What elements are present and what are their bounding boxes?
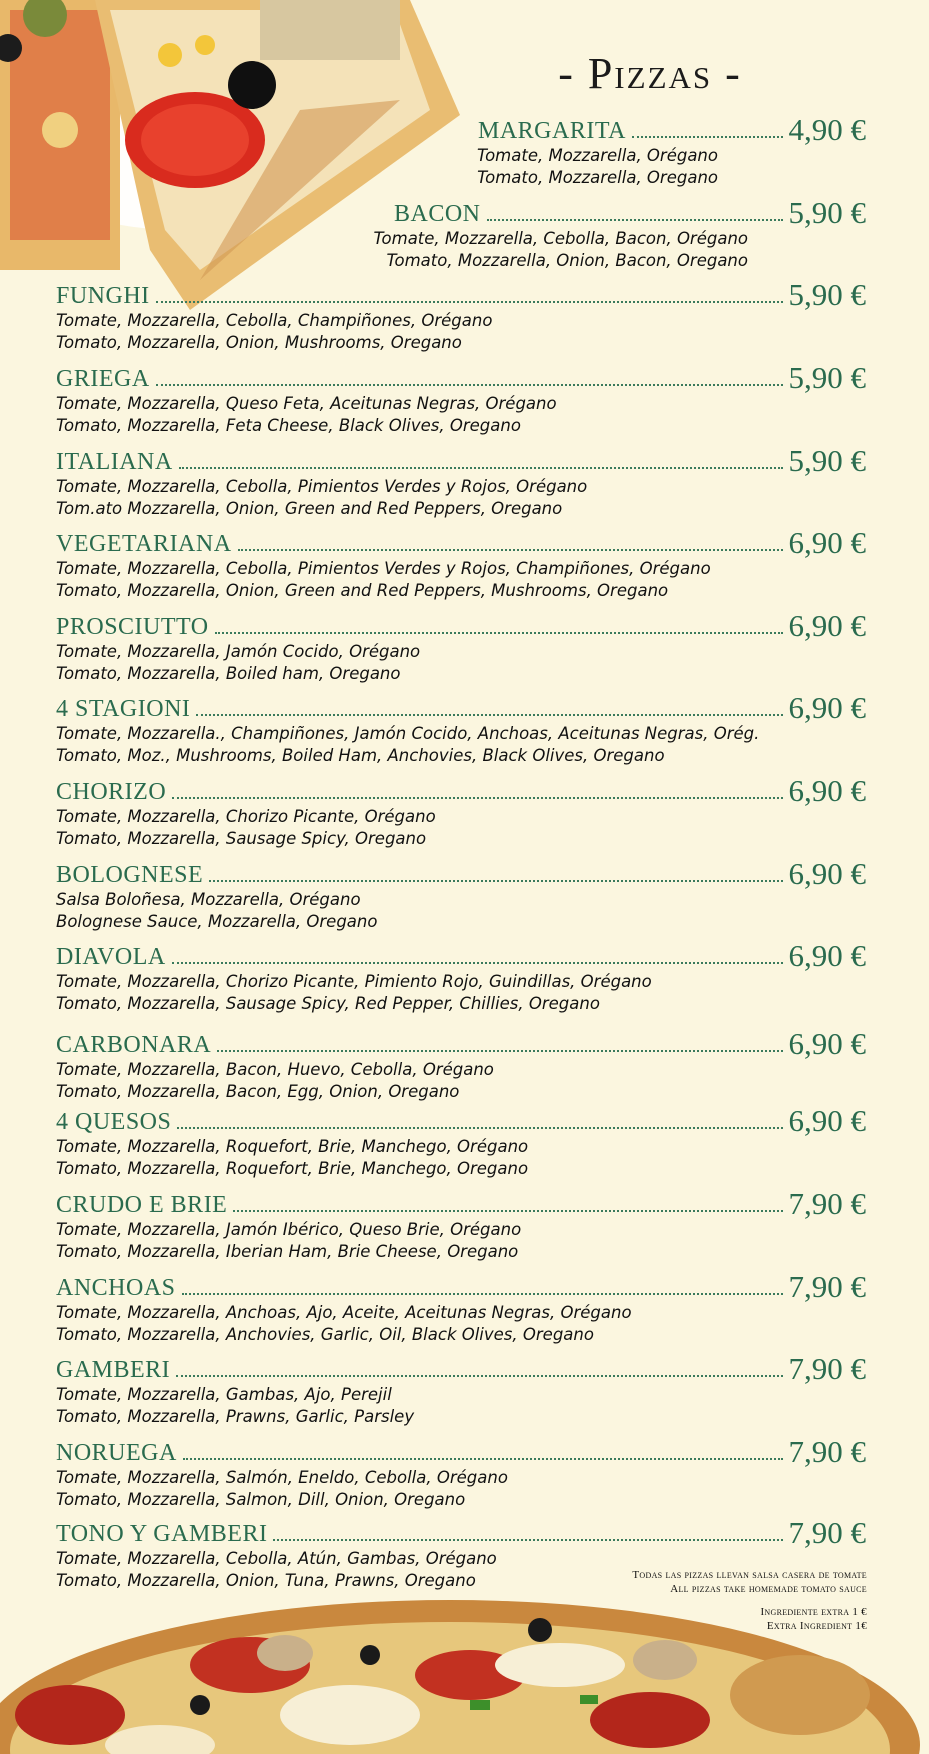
pizza-price: 7,90 € <box>788 1515 866 1550</box>
dot-leader <box>172 797 782 799</box>
pizza-price: 6,90 € <box>788 938 866 973</box>
menu-item <box>477 112 866 187</box>
pizza-name: GAMBERI <box>56 1357 171 1383</box>
pizza-price: 5,90 € <box>788 360 866 395</box>
menu-item <box>56 608 866 685</box>
sauce-note-en: All pizzas take homemade tomato sauce <box>670 1583 867 1595</box>
ingredients-english: Tomato, Mozzarella, Roquefort, Brie, Manchego, Oregano <box>56 1159 529 1178</box>
menu-item-header <box>56 1026 866 1061</box>
pizza-name: MARGARITA <box>478 118 626 144</box>
ingredients-spanish: Tomate, Mozzarella, Chorizo Picante, Orégano <box>56 807 436 826</box>
menu-item <box>56 443 866 520</box>
menu-item <box>56 277 866 354</box>
menu-item-header <box>56 525 866 560</box>
pizza-price: 6,90 € <box>788 1026 866 1061</box>
pizza-name: ANCHOAS <box>56 1275 176 1301</box>
pizza-price: 4,90 € <box>788 112 866 147</box>
menu-item <box>373 195 866 270</box>
pizza-price: 5,90 € <box>788 195 866 230</box>
pizza-name: DIAVOLA <box>56 944 166 970</box>
extra-note-en: Extra Ingredient 1€ <box>766 1620 867 1632</box>
pizza-name: VEGETARIANA <box>56 531 232 557</box>
pizza-name: CARBONARA <box>56 1032 212 1058</box>
menu-item-header <box>56 1103 866 1138</box>
menu-item-header <box>56 1351 866 1386</box>
menu-item <box>56 938 866 1015</box>
dot-leader <box>177 1127 782 1129</box>
pizza-name: 4 QUESOS <box>56 1109 172 1135</box>
pizza-price: 6,90 € <box>788 608 866 643</box>
menu-item-header <box>56 1515 866 1550</box>
dot-leader <box>487 219 783 221</box>
menu-item <box>56 1186 866 1263</box>
ingredients-english: Tomato, Mozzarella, Onion, Mushrooms, Oregano <box>56 333 462 352</box>
ingredients-block <box>477 145 718 189</box>
pizza-image <box>0 1595 929 1754</box>
pizza-name: TONO Y GAMBERI <box>56 1521 268 1547</box>
ingredients-spanish: Tomate, Mozzarella, Cebolla, Champiñones, Orégano <box>56 311 493 330</box>
menu-item <box>56 1351 866 1428</box>
menu-item-header <box>56 690 866 725</box>
ingredients-spanish: Salsa Boloñesa, Mozzarella, Orégano <box>56 890 361 909</box>
ingredients-spanish: Tomate, Mozzarella, Orégano <box>477 146 718 165</box>
menu-item-header <box>56 277 866 312</box>
menu-item <box>56 360 866 437</box>
dot-leader <box>233 1210 782 1212</box>
pizza-name: ITALIANA <box>56 449 173 475</box>
menu-item <box>56 1434 866 1511</box>
dot-leader <box>156 301 783 303</box>
ingredients-english: Tomato, Mozzarella, Onion, Tuna, Prawns, Oregano <box>56 1571 476 1590</box>
ingredients-spanish: Tomate, Mozzarella, Cebolla, Pimientos Verdes y Rojos, Champiñones, Orégano <box>56 559 711 578</box>
pizza-price: 7,90 € <box>788 1434 866 1469</box>
dot-leader <box>632 136 783 138</box>
ingredients-english: Tomato, Mozzarella, Sausage Spicy, Oregano <box>56 829 427 848</box>
sauce-note <box>632 1568 867 1596</box>
menu-item-header <box>56 608 866 643</box>
pizza-price: 5,90 € <box>788 277 866 312</box>
pizza-name: BOLOGNESE <box>56 862 204 888</box>
ingredients-english: Tomato, Mozzarella, Salmon, Dill, Onion, Oregano <box>56 1490 466 1509</box>
ingredients-english: Tomato, Mozzarella, Oregano <box>477 168 718 187</box>
menu-item-header <box>56 360 866 395</box>
dot-leader <box>273 1539 782 1541</box>
ingredients-english: Tomato, Mozzarella, Onion, Green and Red Peppers, Mushrooms, Oregano <box>56 581 669 600</box>
dot-leader <box>238 549 783 551</box>
menu-item <box>56 773 866 850</box>
pizza-name: PROSCIUTTO <box>56 614 209 640</box>
ingredients-english: Tomato, Mozzarella, Feta Cheese, Black Olives, Oregano <box>56 416 521 435</box>
menu-title: - Pizzas - <box>558 49 742 98</box>
ingredients-block <box>373 228 748 272</box>
dot-leader <box>215 632 783 634</box>
ingredients-english: Tomato, Mozzarella, Bacon, Egg, Onion, Oregano <box>56 1082 460 1101</box>
ingredients-spanish: Tomate, Mozzarella, Anchoas, Ajo, Aceite, Aceitunas Negras, Orégano <box>56 1303 632 1322</box>
ingredients-spanish: Tomate, Mozzarella, Roquefort, Brie, Manchego, Orégano <box>56 1137 529 1156</box>
pizza-name: GRIEGA <box>56 366 150 392</box>
menu-item-header <box>478 112 866 147</box>
ingredients-spanish: Tomate, Mozzarella, Bacon, Huevo, Cebolla, Orégano <box>56 1060 494 1079</box>
ingredients-spanish: Tomate, Mozzarella, Chorizo Picante, Pimiento Rojo, Guindillas, Orégano <box>56 972 652 991</box>
pizza-price: 5,90 € <box>788 443 866 478</box>
menu-item <box>56 1103 866 1180</box>
ingredients-spanish: Tomate, Mozzarella, Gambas, Ajo, Perejil <box>56 1385 392 1404</box>
ingredients-english: Tom.ato Mozzarella, Onion, Green and Red Peppers, Oregano <box>56 499 563 518</box>
ingredients-english: Tomato, Mozzarella, Anchovies, Garlic, Oil, Black Olives, Oregano <box>56 1325 594 1344</box>
ingredients-spanish: Tomate, Mozzarella, Jamón Cocido, Orégano <box>56 642 421 661</box>
menu-item-header <box>56 773 866 808</box>
ingredients-spanish: Tomate, Mozzarella, Cebolla, Pimientos Verdes y Rojos, Orégano <box>56 477 588 496</box>
pizza-price: 7,90 € <box>788 1269 866 1304</box>
ingredients-spanish: Tomate, Mozzarella, Cebolla, Atún, Gambas, Orégano <box>56 1549 497 1568</box>
sauce-note-es: Todas las pizzas llevan salsa casera de tomate <box>632 1569 867 1581</box>
dot-leader <box>217 1050 782 1052</box>
dot-leader <box>176 1375 782 1377</box>
dot-leader <box>209 880 782 882</box>
dot-leader <box>179 467 783 469</box>
ingredients-english: Tomato, Mozzarella, Boiled ham, Oregano <box>56 664 401 683</box>
extra-note-es: Ingrediente extra 1 € <box>760 1606 867 1618</box>
menu-item <box>56 525 866 602</box>
ingredients-english: Tomato, Mozzarella, Iberian Ham, Brie Cheese, Oregano <box>56 1242 519 1261</box>
pizza-price: 7,90 € <box>788 1351 866 1386</box>
ingredients-english: Tomato, Moz., Mushrooms, Boiled Ham, Anchovies, Black Olives, Oregano <box>56 746 665 765</box>
ingredients-english: Tomato, Mozzarella, Onion, Bacon, Oregano <box>386 251 748 270</box>
pizza-price: 7,90 € <box>788 1186 866 1221</box>
ingredients-spanish: Tomate, Mozzarella, Queso Feta, Aceitunas Negras, Orégano <box>56 394 557 413</box>
pizza-name: FUNGHI <box>56 283 150 309</box>
dot-leader <box>156 384 783 386</box>
ingredients-spanish: Tomate, Mozzarella, Salmón, Eneldo, Cebolla, Orégano <box>56 1468 508 1487</box>
menu-item-header <box>56 1434 866 1469</box>
menu-item <box>56 1026 866 1103</box>
menu-item-header <box>56 443 866 478</box>
pizza-price: 6,90 € <box>788 1103 866 1138</box>
ingredients-spanish: Tomate, Mozzarella, Cebolla, Bacon, Orégano <box>373 229 748 248</box>
menu-item-header <box>56 1269 866 1304</box>
ingredients-english: Tomato, Mozzarella, Prawns, Garlic, Parsley <box>56 1407 415 1426</box>
pizza-price: 6,90 € <box>788 856 866 891</box>
dot-leader <box>182 1293 783 1295</box>
menu-item <box>56 1269 866 1346</box>
pizza-name: BACON <box>394 201 481 227</box>
dot-leader <box>196 714 782 716</box>
pizza-name: NORUEGA <box>56 1440 177 1466</box>
dot-leader <box>183 1458 783 1460</box>
ingredients-english: Bolognese Sauce, Mozzarella, Oregano <box>56 912 378 931</box>
pizza-name: CRUDO E BRIE <box>56 1192 228 1218</box>
pizza-name: CHORIZO <box>56 779 167 805</box>
ingredients-spanish: Tomate, Mozzarella., Champiñones, Jamón Cocido, Anchoas, Aceitunas Negras, Orég. <box>56 724 760 743</box>
pizza-price: 6,90 € <box>788 525 866 560</box>
dot-leader <box>172 962 783 964</box>
menu-item-header <box>56 856 866 891</box>
menu-item-header <box>56 1186 866 1221</box>
menu-item <box>56 856 866 933</box>
pizza-price: 6,90 € <box>788 773 866 808</box>
menu-item-header <box>56 938 866 973</box>
pizza-name: 4 STAGIONI <box>56 696 191 722</box>
menu-item <box>56 690 866 767</box>
ingredients-spanish: Tomate, Mozzarella, Jamón Ibérico, Queso Brie, Orégano <box>56 1220 522 1239</box>
ingredients-english: Tomato, Mozzarella, Sausage Spicy, Red Pepper, Chillies, Oregano <box>56 994 600 1013</box>
menu-item-header <box>394 195 866 230</box>
pizza-price: 6,90 € <box>788 690 866 725</box>
